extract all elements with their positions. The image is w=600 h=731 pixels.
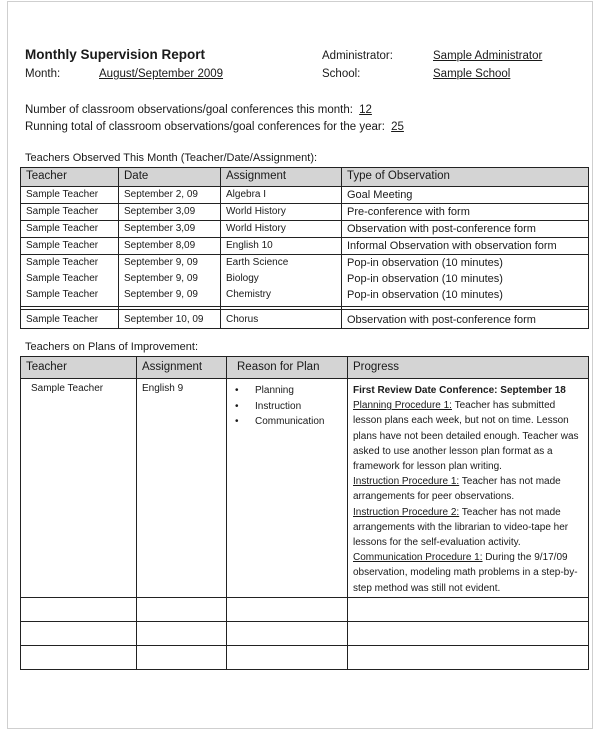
school-label: School:: [322, 68, 361, 80]
table-row-group: [21, 255, 589, 307]
monthly-observations-line: [25, 104, 372, 116]
cell-teacher: Sample Teacher: [21, 204, 119, 221]
instruction-procedure-1-text: Teacher has not made arrangements for peer observations.: [353, 476, 561, 503]
cell-type: Pre-conference with form: [342, 204, 589, 221]
cell-date: September 9, 09: [124, 289, 198, 300]
administrator-value: Sample Administrator: [433, 50, 543, 62]
observations-table: [20, 167, 589, 329]
col-header-assignment: Assignment: [137, 357, 227, 379]
reason-list: [235, 383, 342, 430]
administrator-label: Administrator:: [322, 50, 393, 62]
report-title: Monthly Supervision Report: [25, 47, 206, 62]
cell-assignment: World History: [221, 221, 342, 238]
cell-type: Observation with post-conference form: [342, 310, 589, 329]
improvement-caption: Teachers on Plans of Improvement:: [25, 341, 199, 353]
cell-assignment: World History: [221, 204, 342, 221]
table-row: [21, 238, 589, 255]
yearly-observations-value: 25: [391, 121, 404, 133]
col-header-type: Type of Observation: [342, 168, 589, 187]
review-date: September 18: [500, 385, 566, 396]
yearly-observations-label: Running total of classroom observations/goal conferences for the year:: [25, 121, 385, 133]
cell-teacher: Sample Teacher: [21, 379, 137, 598]
improvement-table: [20, 356, 589, 670]
review-heading: First Review Date Conference:: [353, 385, 498, 396]
observed-caption: Teachers Observed This Month (Teacher/Date/Assignment):: [25, 152, 318, 164]
school-value: Sample School: [433, 68, 511, 80]
cell-assignment: Algebra I: [221, 187, 342, 204]
cell-date: September 9, 09: [124, 257, 198, 268]
cell-date: September 3,09: [119, 221, 221, 238]
cell-date: September 3,09: [119, 204, 221, 221]
cell-type: Observation with post-conference form: [342, 221, 589, 238]
col-header-assignment: Assignment: [221, 168, 342, 187]
cell-assignment: Biology: [226, 273, 259, 284]
list-item: • Communication: [255, 414, 342, 430]
cell-teacher: Sample Teacher: [21, 310, 119, 329]
cell-teacher: Sample Teacher: [26, 273, 99, 284]
cell-teacher: Sample Teacher: [26, 289, 99, 300]
cell-date: September 8,09: [119, 238, 221, 255]
col-header-teacher: Teacher: [21, 357, 137, 379]
empty-row: [21, 622, 589, 646]
cell-assignment: Chemistry: [226, 289, 272, 300]
cell-date: September 9, 09: [124, 273, 198, 284]
communication-procedure-1-text: During the 9/17/09 observation, modeling math problems in a step-by-step method was still not evident.: [353, 552, 578, 594]
table-row: [21, 204, 589, 221]
cell-assignment: Chorus: [221, 310, 342, 329]
cell-type: Goal Meeting: [342, 187, 589, 204]
table-row: [21, 221, 589, 238]
cell-date-group: [119, 255, 221, 307]
cell-type: Pop-in observation (10 minutes): [347, 289, 503, 301]
cell-assignment-group: [221, 255, 342, 307]
month-label: Month:: [25, 68, 61, 80]
cell-reasons: [227, 379, 348, 598]
cell-date: September 2, 09: [119, 187, 221, 204]
improvement-header-row: [21, 357, 589, 379]
instruction-procedure-2-title: Instruction Procedure 2:: [353, 506, 460, 518]
monthly-observations-label: Number of classroom observations/goal conferences this month:: [25, 104, 353, 116]
instruction-procedure-2-text: Teacher has not made arrangements with the librarian to video-tape her lessons for the self-evaluation activity.: [353, 506, 569, 549]
cell-teacher: Sample Teacher: [26, 257, 99, 268]
cell-type: Pop-in observation (10 minutes): [347, 273, 503, 285]
month-value: August/September 2009: [99, 68, 224, 80]
cell-teacher-group: [21, 255, 119, 307]
col-header-reason: Reason for Plan: [227, 357, 348, 379]
cell-type: Informal Observation with observation form: [342, 238, 589, 255]
yearly-observations-line: [25, 121, 404, 133]
cell-assignment: Earth Science: [226, 257, 289, 268]
instruction-procedure-1-title: Instruction Procedure 1:: [353, 476, 460, 488]
cell-assignment: English 10: [221, 238, 342, 255]
table-row: [21, 187, 589, 204]
table-row: [21, 379, 589, 598]
cell-progress: [348, 379, 589, 598]
report-page: [7, 1, 593, 729]
cell-teacher: Sample Teacher: [21, 187, 119, 204]
cell-date: September 10, 09: [119, 310, 221, 329]
cell-assignment: English 9: [137, 379, 227, 598]
col-header-date: Date: [119, 168, 221, 187]
monthly-observations-value: 12: [359, 104, 372, 116]
cell-type-group: [342, 255, 589, 307]
table-row: [21, 310, 589, 329]
empty-row: [21, 598, 589, 622]
cell-teacher: Sample Teacher: [21, 238, 119, 255]
list-item: • Instruction: [255, 399, 342, 415]
planning-procedure-1-title: Planning Procedure 1:: [353, 400, 452, 412]
observations-header-row: [21, 168, 589, 187]
col-header-teacher: Teacher: [21, 168, 119, 187]
communication-procedure-1-title: Communication Procedure 1:: [353, 552, 483, 564]
cell-teacher: Sample Teacher: [21, 221, 119, 238]
cell-type: Pop-in observation (10 minutes): [347, 257, 503, 269]
col-header-progress: Progress: [348, 357, 589, 379]
planning-procedure-1-text: Teacher has submitted lesson plans each week, but not on time. Lesson plans have not been detailed enough. Teacher was asked to use another lesson plan format as a framework for lesson plan writing.: [353, 400, 579, 473]
empty-row: [21, 646, 589, 670]
list-item: • Planning: [255, 383, 342, 399]
